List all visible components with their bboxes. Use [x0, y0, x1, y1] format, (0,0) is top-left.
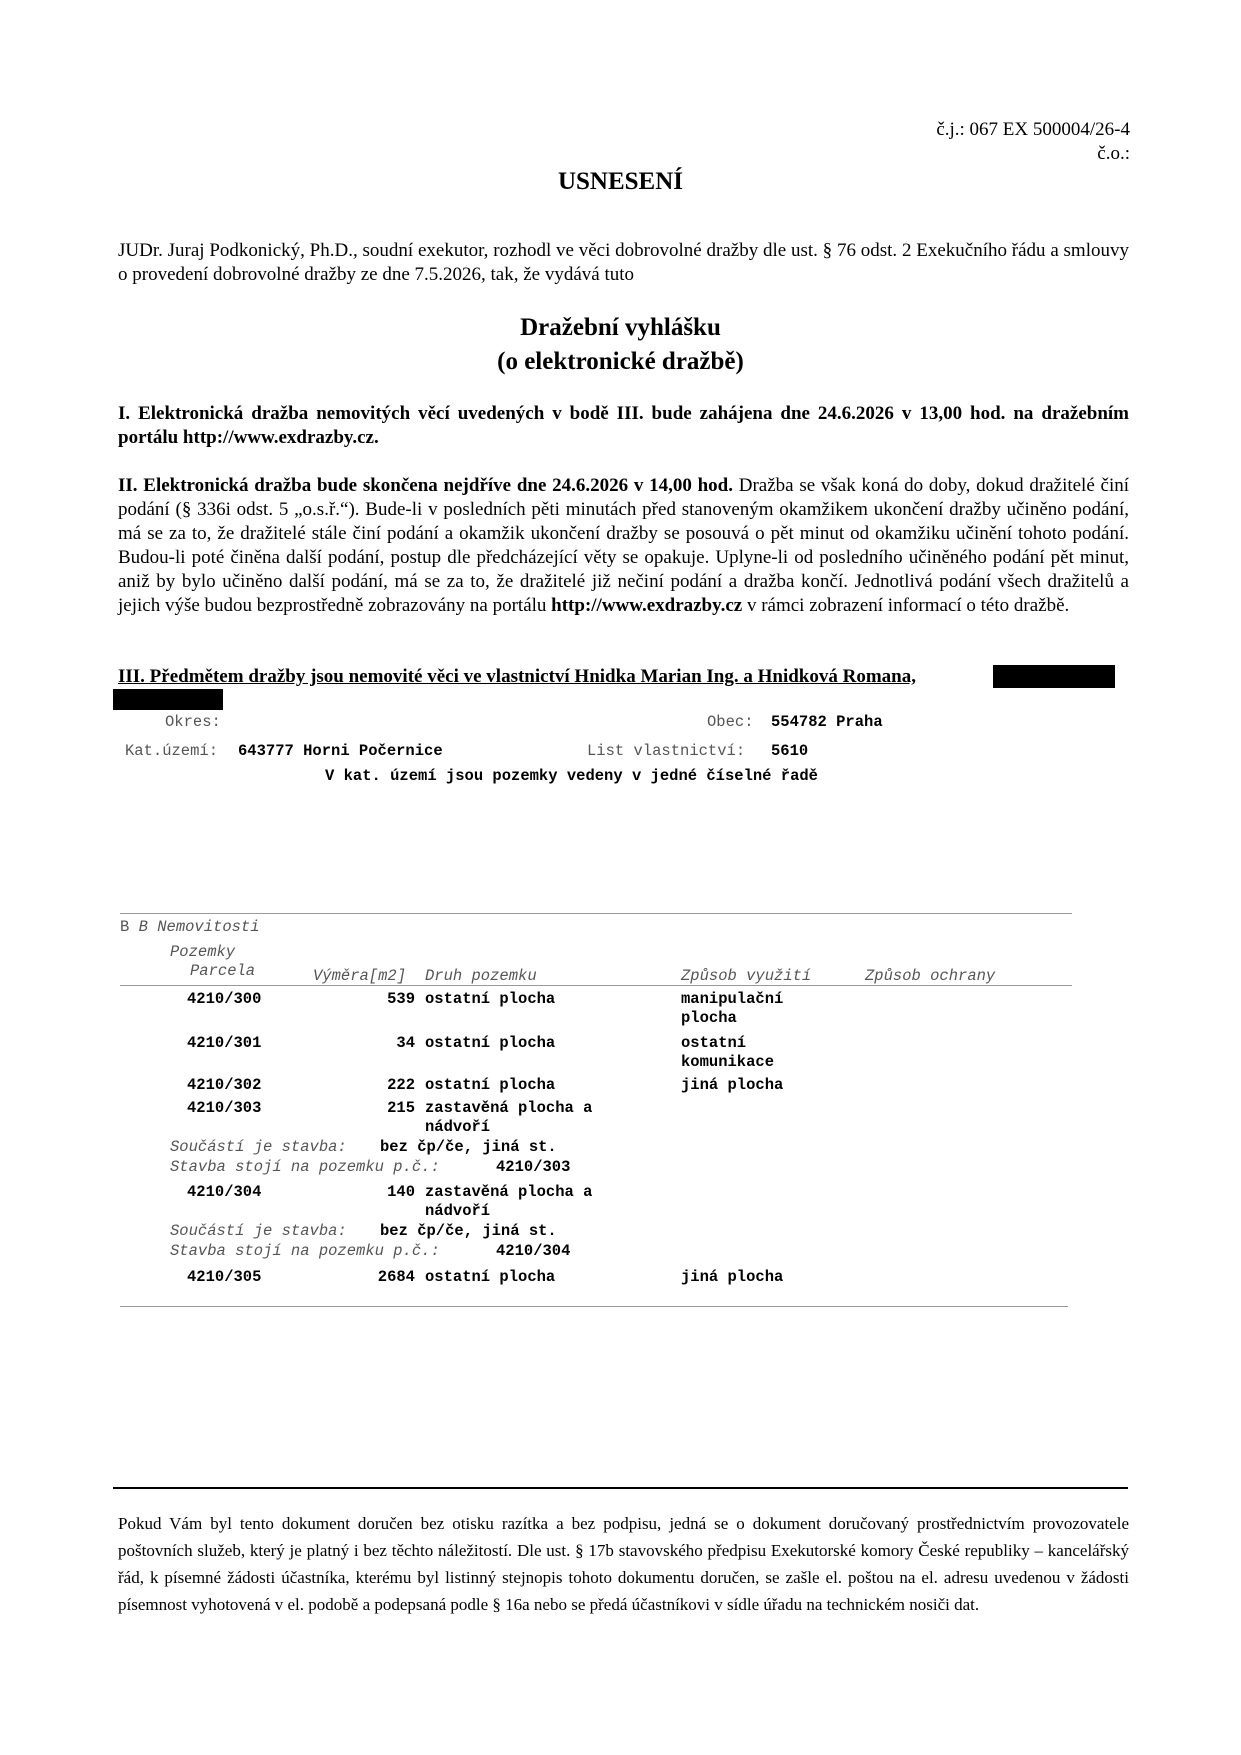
row1-parcela: 4210/300	[187, 990, 262, 1008]
portal-url: http://www.exdrazby.cz	[551, 595, 743, 616]
row6-vymera: 2684	[377, 1268, 415, 1286]
row1-vyuziti-2: plocha	[681, 1009, 737, 1027]
table-top-rule	[120, 913, 1072, 914]
row4-soucasti-label: Součástí je stavba:	[170, 1138, 347, 1156]
footer-rule	[113, 1487, 1128, 1489]
subtitle-line-1: Dražební vyhlášku	[520, 314, 721, 341]
col-ochrana: Způsob ochrany	[865, 967, 996, 985]
lv-label: List vlastnictví:	[587, 742, 746, 760]
table-section-label	[120, 918, 260, 936]
row5-druh-2: nádvoří	[425, 1202, 491, 1220]
section-2	[118, 474, 1129, 618]
section-2-text-end: v rámci zobrazení informací o této dražbě.	[742, 595, 1070, 616]
section-letter: B	[120, 918, 139, 936]
okres-label: Okres:	[165, 713, 221, 731]
table-header-rule	[120, 985, 1072, 986]
row5-soucasti-value: bez čp/če, jiná st.	[380, 1222, 557, 1240]
order-number: č.o.:	[1097, 143, 1130, 164]
row4-stoji-value: 4210/303	[496, 1158, 571, 1176]
lv-value: 5610	[771, 742, 809, 760]
subtitle-line-2: (o elektronické dražbě)	[497, 348, 744, 375]
row4-druh-2: nádvoří	[425, 1118, 491, 1136]
row4-soucasti-value: bez čp/če, jiná st.	[380, 1138, 557, 1156]
col-vyuziti: Způsob využití	[681, 967, 812, 985]
section-2-text: Dražba se však koná do doby, dokud dražitelé činí podání (§ 336i odst. 5 „o.s.ř.“). Bude-li v posledních pěti minutách před stanoveným okamžikem ukončení dražby učiněno podání, má se za to, že dražitelé stále činí podání a okamžik ukončení dražby se posouvá o pět minut od okamžiku učinění tohoto podání. Budou-li poté činěna další podání, postup dle předcházející věty se opakuje. Uplyne-li od posledního učiněného podání pět minut, aniž by bylo učiněno další podání, má se za to, že dražitelé již nečiní podání a dražba končí. Jednotlivá podání všech dražitelů a jejich výše budou bezprostředně zobrazovány na portálu	[118, 475, 1129, 616]
footer-notice: Pokud Vám byl tento dokument doručen bez otisku razítka a bez podpisu, jedná se o dokument doručovaný prostřednictvím provozovatele poštovních služeb, který je platný i bez těchto náležitostí. Dle ust. § 17b stavovského předpisu Exekutorské komory České republiky – kancelářský řád, k písemné žádosti účastníka, kterému byl listinný stejnopis tohoto dokumentu doručen, se zašle el. poštou na el. adresu uvedenou v žádosti písemnost vyhotovená v el. podobě a podepsaná podle § 16a nebo se předá účastníkovi v sídle úřadu na technickém nosiči dat.	[118, 1514, 1129, 1614]
row6-vyuziti: jiná plocha	[681, 1268, 784, 1286]
obec-value: 554782 Praha	[771, 713, 883, 731]
row3-parcela: 4210/302	[187, 1076, 262, 1094]
table-bottom-rule	[120, 1306, 1068, 1307]
row2-druh: ostatní plocha	[425, 1034, 556, 1052]
row4-vymera: 215	[387, 1099, 415, 1117]
cadastre-note: V kat. území jsou pozemky vedeny v jedné číselné řadě	[325, 767, 818, 785]
row1-druh: ostatní plocha	[425, 990, 556, 1008]
row3-druh: ostatní plocha	[425, 1076, 556, 1094]
row3-vymera: 222	[387, 1076, 415, 1094]
row5-stoji-label: Stavba stojí na pozemku p.č.:	[170, 1242, 440, 1260]
section-2-bold: II. Elektronická dražba bude skončena nejdříve dne 24.6.2026 v 14,00 hod.	[118, 475, 733, 496]
row2-vyuziti-2: komunikace	[681, 1053, 775, 1071]
row5-stoji-value: 4210/304	[496, 1242, 571, 1260]
row5-parcela: 4210/304	[187, 1183, 262, 1201]
case-number: č.j.: 067 EX 500004/26-4	[936, 119, 1130, 140]
row2-vymera: 34	[396, 1034, 415, 1052]
section-3: III. Předmětem dražby jsou nemovité věci ve vlastnictví Hnidka Marian Ing. a Hnidková Romana,	[118, 666, 916, 687]
group-label: Pozemky	[170, 943, 236, 961]
row2-parcela: 4210/301	[187, 1034, 262, 1052]
row4-parcela: 4210/303	[187, 1099, 262, 1117]
row5-soucasti-label: Součástí je stavba:	[170, 1222, 347, 1240]
col-vymera: Výměra[m2]	[313, 967, 407, 985]
row4-stoji-label: Stavba stojí na pozemku p.č.:	[170, 1158, 440, 1176]
row5-druh: zastavěná plocha a	[425, 1183, 593, 1201]
row3-vyuziti: jiná plocha	[681, 1076, 784, 1094]
row6-druh: ostatní plocha	[425, 1268, 556, 1286]
kat-label: Kat.území:	[125, 742, 219, 760]
kat-value: 643777 Horni Počernice	[238, 742, 443, 760]
col-druh: Druh pozemku	[425, 967, 537, 985]
row5-vymera: 140	[387, 1183, 415, 1201]
col-parcela: Parcela	[190, 962, 256, 980]
row1-vymera: 539	[387, 990, 415, 1008]
row1-vyuziti: manipulační	[681, 990, 784, 1008]
document-title: USNESENÍ	[557, 168, 684, 195]
row4-druh: zastavěná plocha a	[425, 1099, 593, 1117]
redaction-1	[993, 665, 1115, 688]
intro-paragraph: JUDr. Juraj Podkonický, Ph.D., soudní exekutor, rozhodl ve věci dobrovolné dražby dle ust. § 76 odst. 2 Exekučního řádu a smlouvy o provedení dobrovolné dražby ze dne 7.5.2026, tak, že vydává tuto	[118, 240, 1129, 285]
row2-vyuziti: ostatní	[681, 1034, 747, 1052]
row6-parcela: 4210/305	[187, 1268, 262, 1286]
redaction-2	[113, 689, 223, 710]
section-name: B Nemovitosti	[138, 918, 260, 936]
section-1: I. Elektronická dražba nemovitých věcí uvedených v bodě III. bude zahájena dne 24.6.2026 v 13,00 hod. na dražebním portálu http://www.exdrazby.cz.	[118, 403, 1129, 448]
obec-label: Obec:	[707, 713, 754, 731]
